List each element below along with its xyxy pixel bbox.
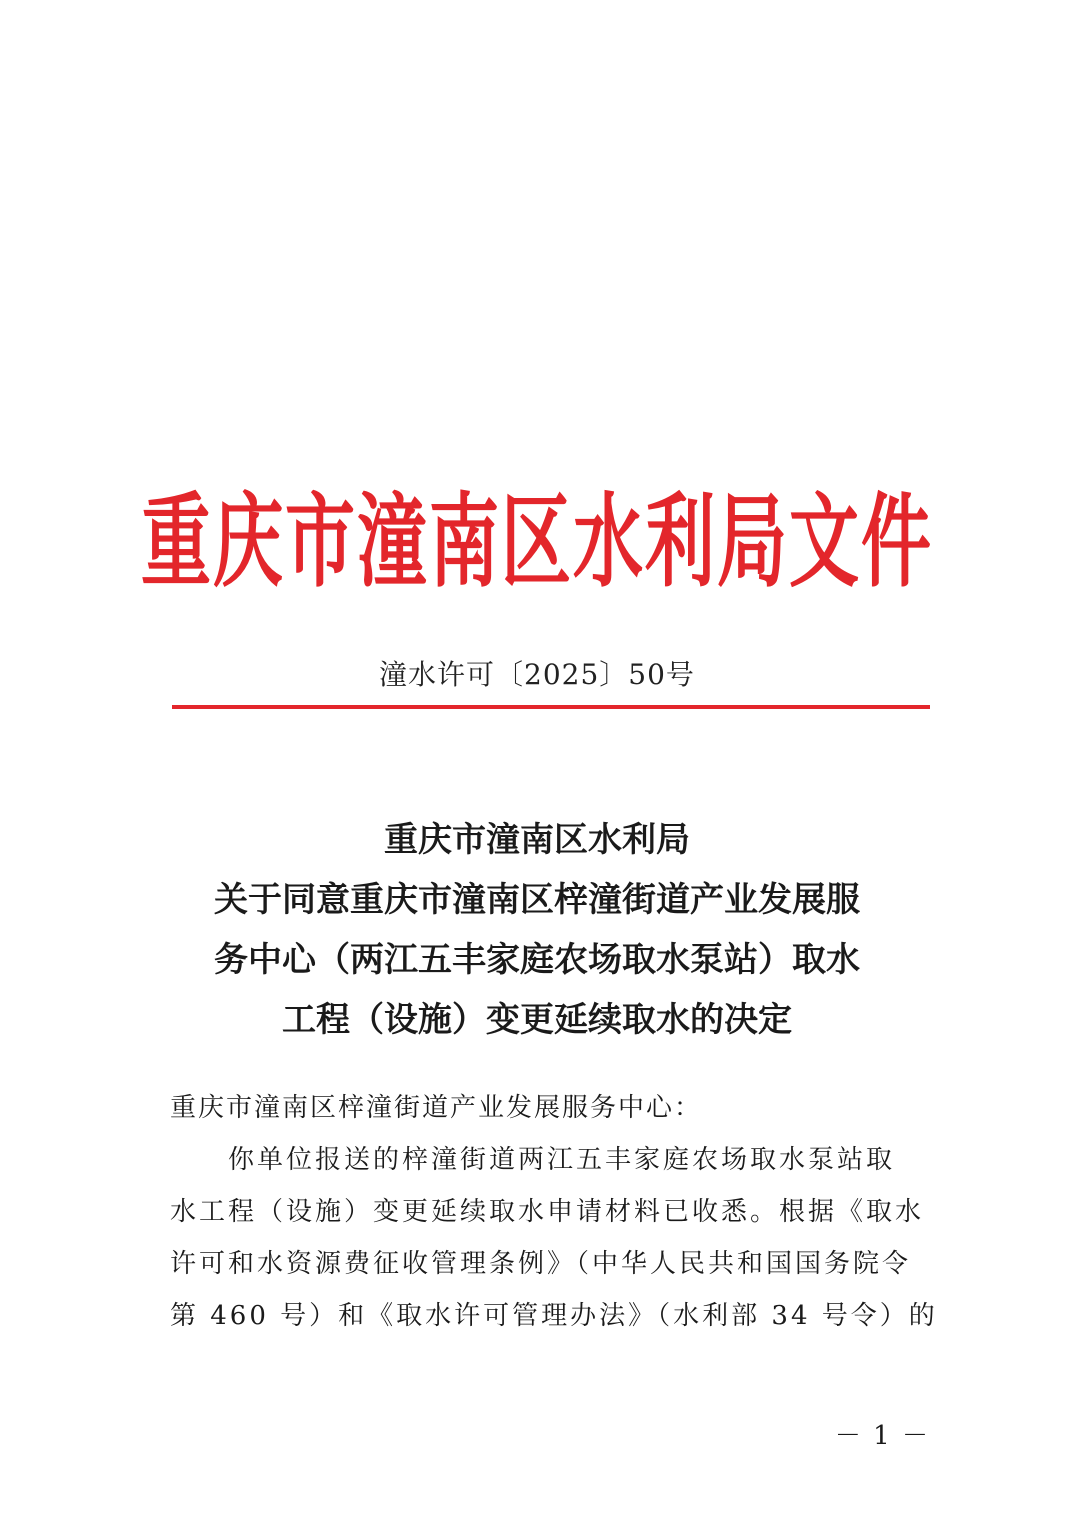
title-line-2: 关于同意重庆市潼南区梓潼街道产业发展服 (214, 880, 860, 920)
agency-header-title: 重庆市潼南区水利局文件 (141, 481, 933, 602)
title-line-1: 重庆市潼南区水利局 (384, 820, 690, 860)
document-title (150, 810, 924, 1050)
red-divider-line (172, 705, 930, 709)
page-number: － 1 － (834, 1421, 930, 1451)
body-text-line-1: 你单位报送的梓潼街道两江五丰家庭农场取水泵站取 (170, 1145, 896, 1175)
body-text-line-4: 第 460 号）和《取水许可管理办法》（水利部 34 号令）的 (170, 1301, 938, 1331)
recipient-line: 重庆市潼南区梓潼街道产业发展服务中心： (170, 1093, 703, 1123)
document-number: 潼水许可〔2025〕50号 (379, 658, 695, 691)
body-text-line-3: 许可和水资源费征收管理条例》（中华人民共和国国务院令 (170, 1249, 912, 1279)
title-line-3: 务中心（两江五丰家庭农场取水泵站）取水 (214, 940, 860, 980)
title-line-4: 工程（设施）变更延续取水的决定 (282, 1000, 792, 1040)
body-text-line-2: 水工程（设施）变更延续取水申请材料已收悉。根据《取水 (170, 1197, 925, 1227)
